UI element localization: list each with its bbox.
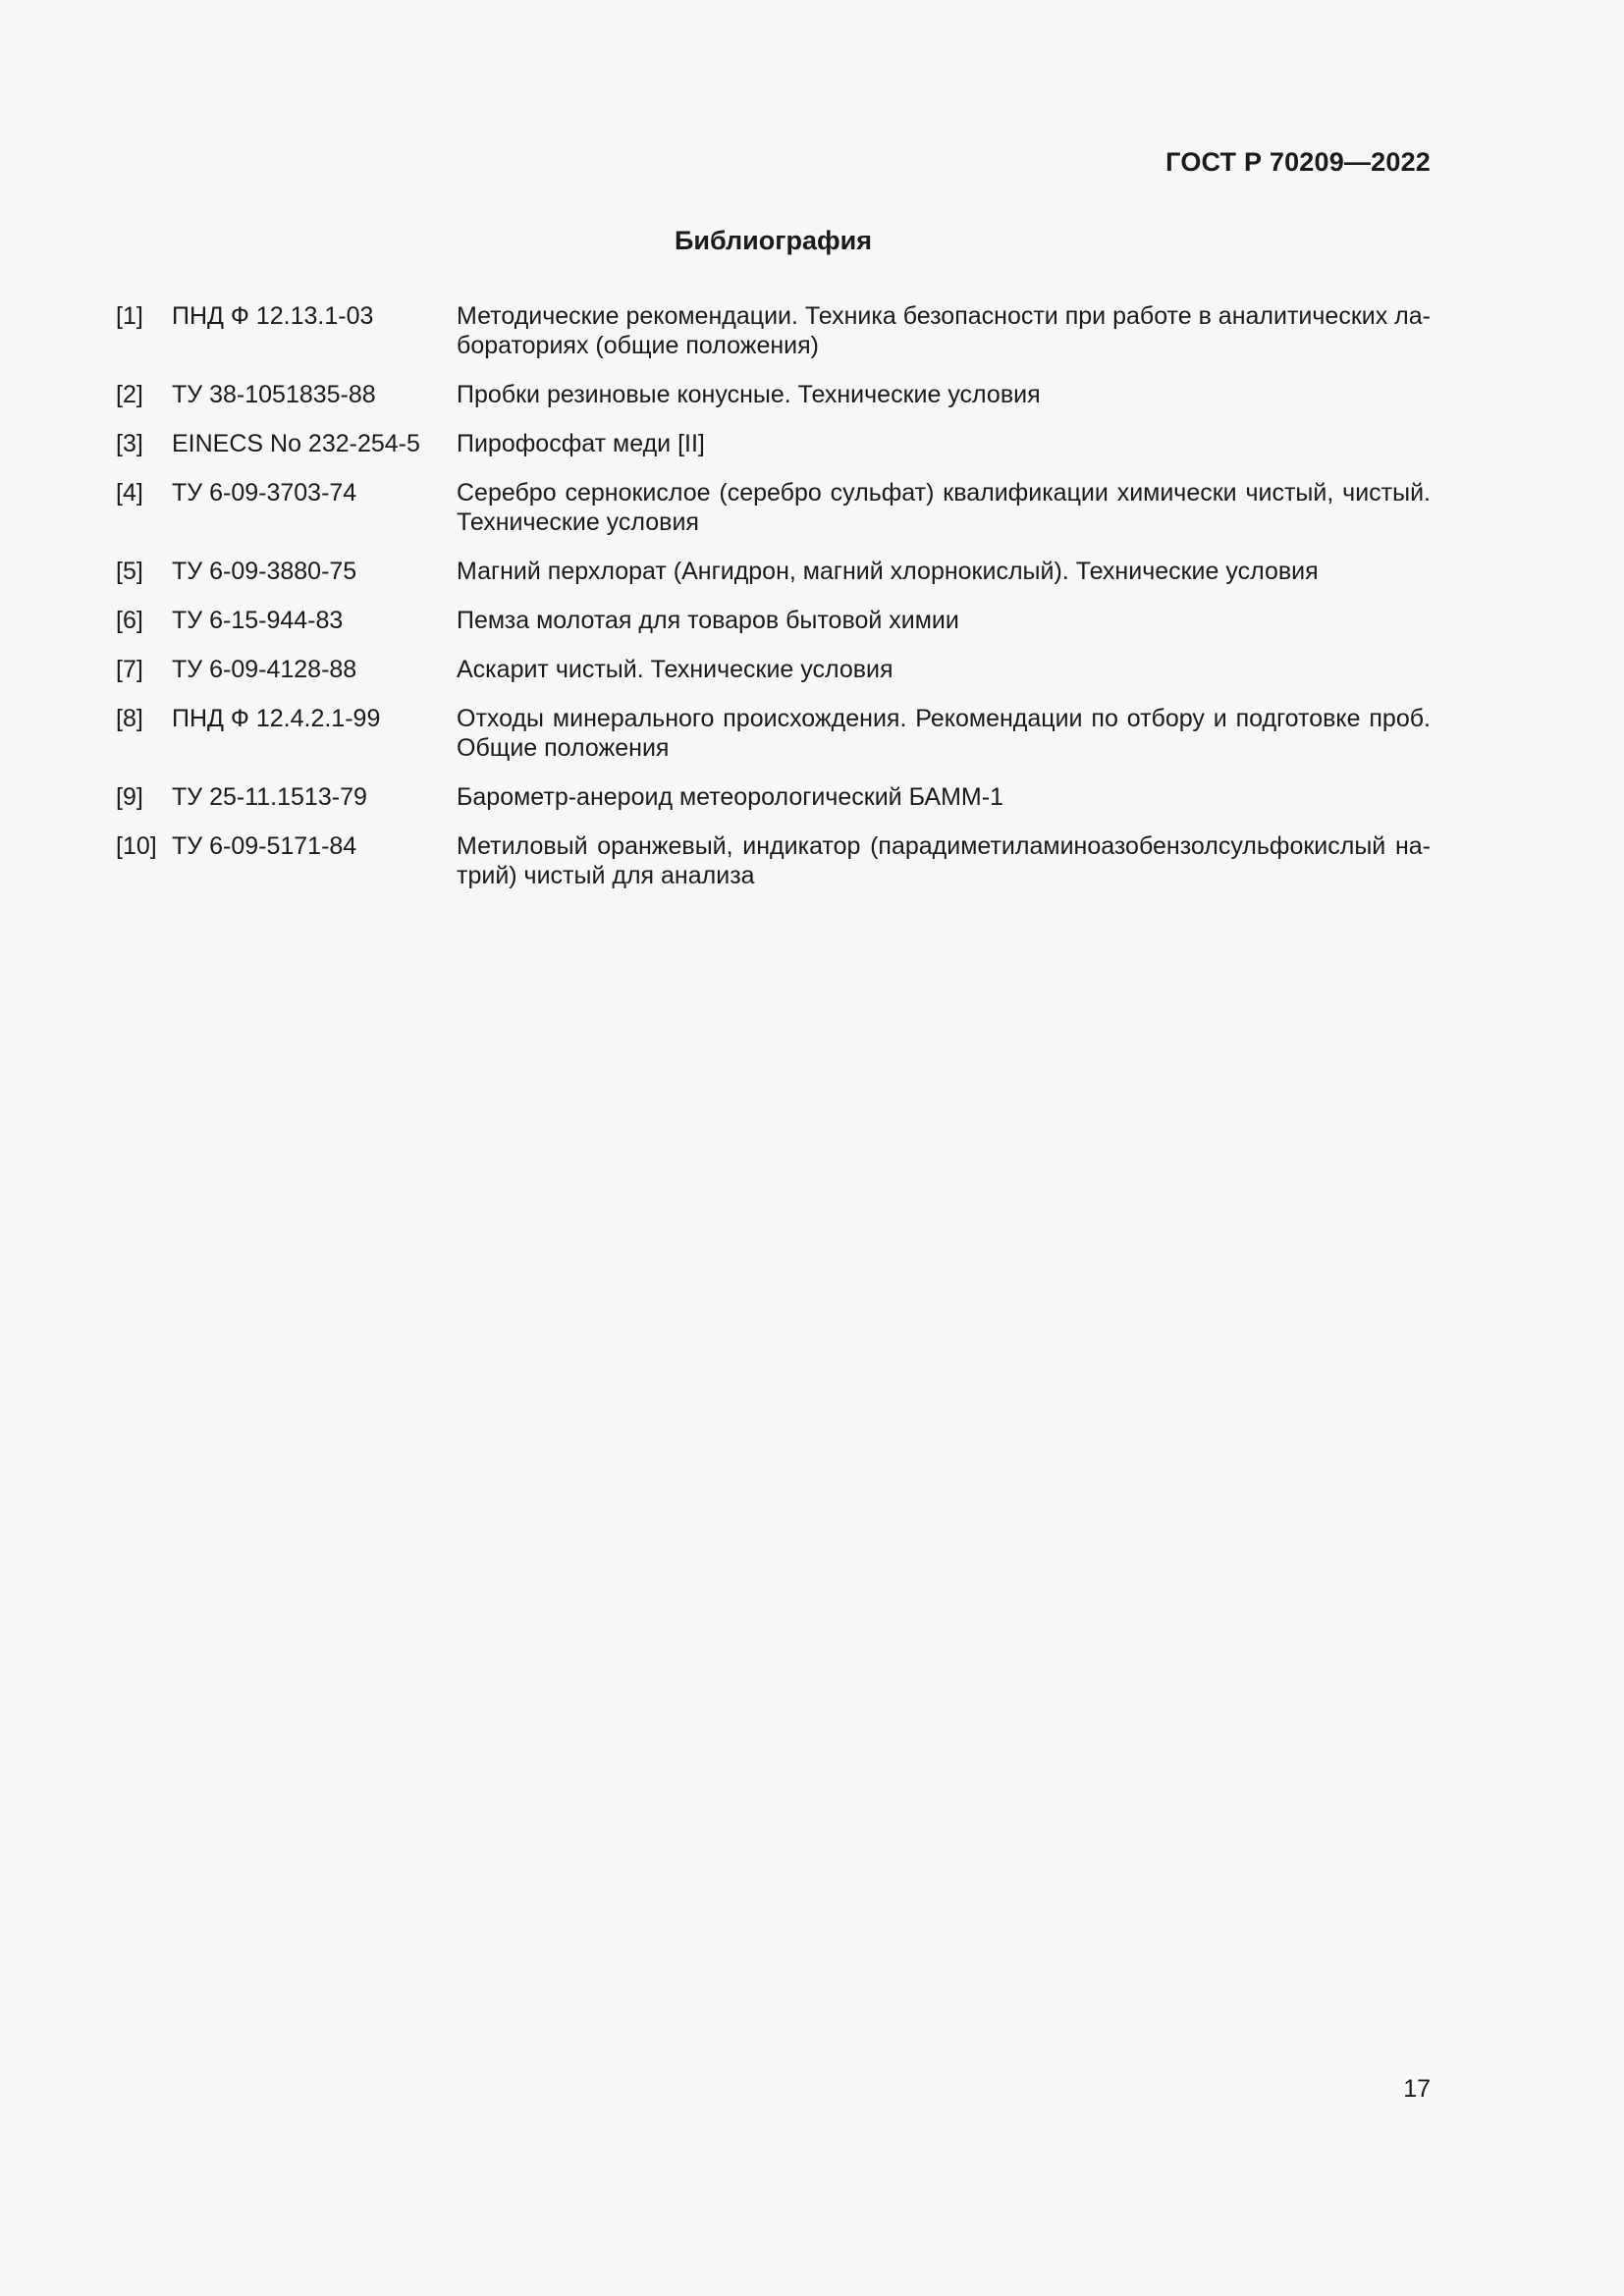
entry-code: ТУ 6-09-3703-74 — [172, 479, 357, 507]
entry-code: ПНД Ф 12.13.1-03 — [172, 302, 374, 330]
entry-title: Барометр-анероид метеорологический БАММ-1 — [457, 783, 1003, 811]
bibliography-entry — [116, 704, 1431, 763]
bibliography-entry — [116, 782, 1431, 812]
entry-code: ТУ 38-1051835-88 — [172, 381, 376, 408]
bibliography-entry — [116, 301, 1431, 360]
entry-code: ТУ 6-09-4128-88 — [172, 656, 357, 683]
entry-title: Методические рекомендации. Техника безопасности при работе в аналитических лабораториях (общие положения) — [457, 302, 1431, 359]
entry-title: Аскарит чистый. Технические условия — [457, 656, 893, 683]
entry-title: Пемза молотая для товаров бытовой химии — [457, 607, 959, 634]
entry-number: [9] — [116, 783, 143, 811]
entry-number: [7] — [116, 656, 143, 683]
entry-number: [3] — [116, 430, 143, 457]
document-id: ГОСТ Р 70209—2022 — [1165, 147, 1431, 177]
entry-number: [5] — [116, 558, 143, 585]
entry-number: [10] — [116, 832, 157, 860]
section-title: Библиография — [675, 226, 872, 255]
entry-title: Магний перхлорат (Ангидрон, магний хлорнокислый). Технические условия — [457, 558, 1319, 585]
bibliography-entry — [116, 380, 1431, 409]
bibliography-entry — [116, 655, 1431, 684]
entry-number: [8] — [116, 705, 143, 732]
entry-code: ТУ 6-15-944-83 — [172, 607, 344, 634]
entry-number: [6] — [116, 607, 143, 634]
entry-number: [1] — [116, 302, 143, 330]
bibliography-list — [116, 301, 1431, 910]
bibliography-entry — [116, 478, 1431, 537]
entry-code: ПНД Ф 12.4.2.1-99 — [172, 705, 381, 732]
entry-title: Метиловый оранжевый, индикатор (парадиметиламиноазобензолсульфокислый натрий) чистый для анализа — [457, 832, 1431, 889]
entry-title: Серебро сернокислое (серебро сульфат) квалификации химически чистый, чистый. Технические условия — [457, 479, 1431, 536]
entry-code: ТУ 25-11.1513-79 — [172, 783, 367, 811]
entry-number: [4] — [116, 479, 143, 507]
bibliography-entry — [116, 429, 1431, 458]
entry-code: ТУ 6-09-5171-84 — [172, 832, 357, 860]
bibliography-entry — [116, 831, 1431, 890]
entry-title: Отходы минерального происхождения. Рекомендации по отбору и подготовке проб. Общие положения — [457, 705, 1431, 762]
entry-code: ТУ 6-09-3880-75 — [172, 558, 357, 585]
page-number: 17 — [1403, 2075, 1431, 2103]
bibliography-entry — [116, 606, 1431, 635]
entry-title: Пирофосфат меди [II] — [457, 430, 705, 457]
entry-code: EINECS No 232-254-5 — [172, 430, 420, 457]
entry-number: [2] — [116, 381, 143, 408]
bibliography-entry — [116, 557, 1431, 586]
entry-title: Пробки резиновые конусные. Технические условия — [457, 381, 1041, 408]
